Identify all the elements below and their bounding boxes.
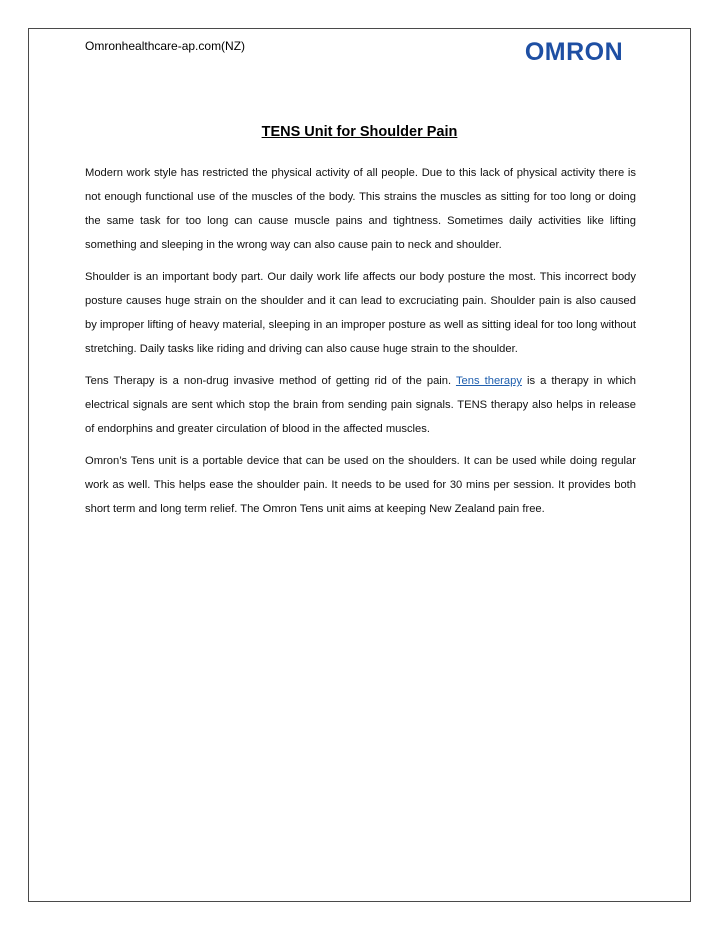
- header-site-text: Omronhealthcare-ap.com(NZ): [85, 39, 246, 53]
- page-title: TENS Unit for Shoulder Pain: [261, 124, 458, 140]
- paragraph-3: [85, 369, 636, 441]
- document-page: [28, 28, 691, 902]
- omron-logo: [519, 37, 629, 67]
- article-body: [85, 161, 636, 529]
- paragraph-3-after-link: is a therapy in which electrical signals are sent which stop the brain from sending pain signals. TENS therapy also helps in release of endorphins and greater circulation of blood in the affected muscles.: [85, 375, 637, 435]
- paragraph-3-before-link: Tens Therapy is a non-drug invasive method of getting rid of the pain.: [85, 375, 456, 387]
- omron-logo-text: OMRON: [524, 38, 624, 66]
- tens-therapy-link[interactable]: Tens therapy: [455, 375, 522, 387]
- paragraph-4: Omron’s Tens unit is a portable device that can be used on the shoulders. It can be used while doing regular work as well. This helps ease the shoulder pain. It needs to be used for 30 mins per session. It provides both short term and long term relief. The Omron Tens unit aims at keeping New Zealand pain free.: [85, 455, 636, 515]
- paragraph-1: Modern work style has restricted the physical activity of all people. Due to this lack of physical activity there is not enough functional use of the muscles of the body. This strains the muscles as sitting for too long or doing the same task for too long can cause muscle pains and tightness. Sometimes daily activities like lifting something and sleeping in the wrong way can also cause pain to neck and shoulder.: [85, 167, 636, 251]
- paragraph-2: Shoulder is an important body part. Our daily work life affects our body posture the most. This incorrect body posture causes huge strain on the shoulder and it can lead to excruciating pain. Shoulder pain is also caused by improper lifting of heavy material, sleeping in an improper posture as well as sitting ideal for too long without stretching. Daily tasks like riding and driving can also cause huge strain to the shoulder.: [85, 271, 636, 355]
